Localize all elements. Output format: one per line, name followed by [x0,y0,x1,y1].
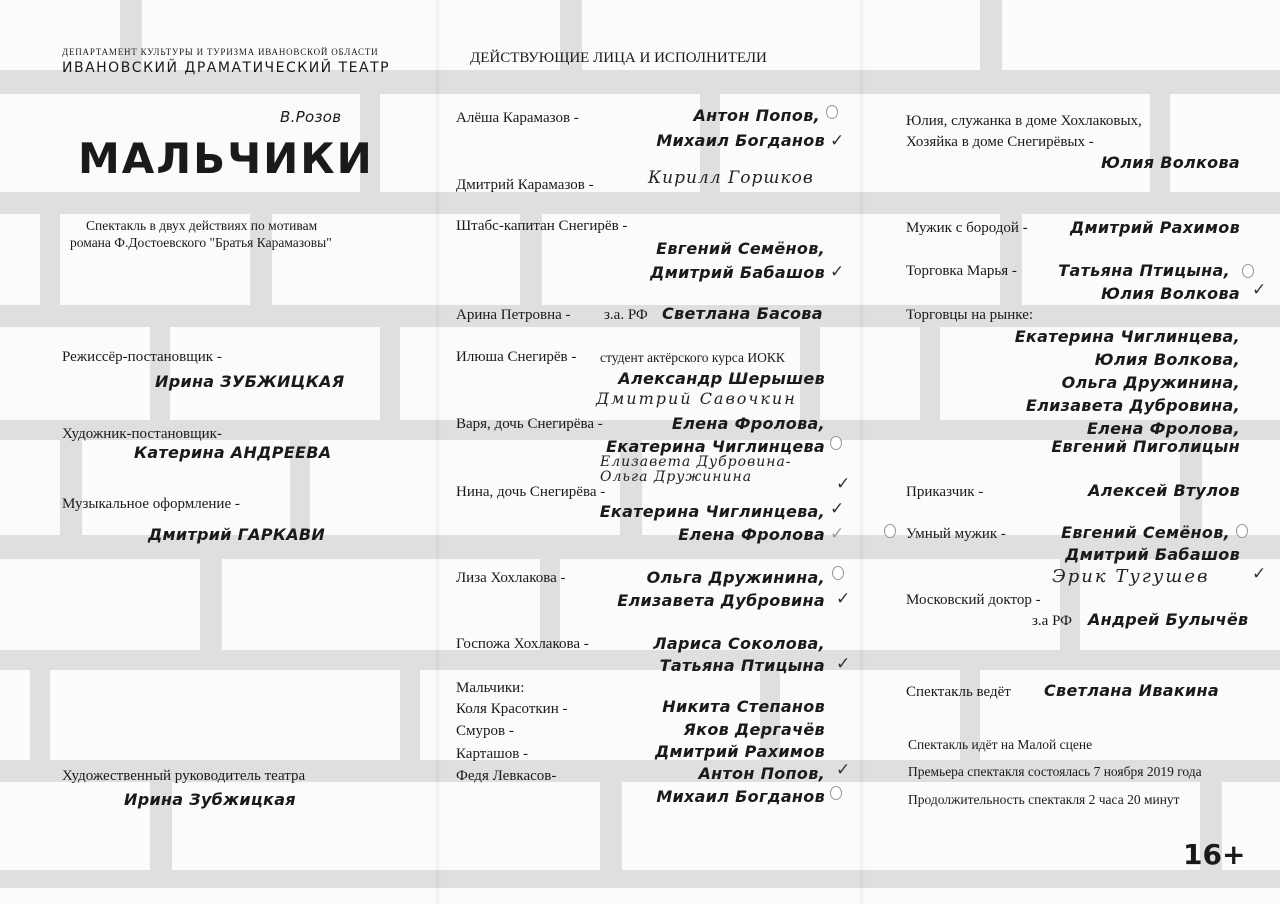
blank-mark [884,524,896,538]
handwritten-varya-1: Елизавета Дубровина- [600,454,792,470]
actor-kartashov: Дмитрий Рахимов [654,742,825,761]
actor-ilyusha: Александр Шерышев [618,369,825,388]
department-name: ДЕПАРТАМЕНТ КУЛЬТУРЫ И ТУРИЗМА ИВАНОВСКОЙ ОБЛАСТИ [62,47,379,57]
role-marya: Торговка Марья - [906,263,1017,279]
note-ilyusha: студент актёрского курса ИОКК [600,350,785,365]
actor-yulia: Юлия Волкова [1101,153,1240,172]
actor-smurov: Яков Дергачёв [683,720,825,739]
role-nina: Нина, дочь Снегирёва - [456,484,606,500]
actor-kolya: Никита Степанов [662,697,825,716]
actor-trader: Елена Фролова, [1086,419,1240,438]
role-traders: Торговцы на рынке: [906,307,1034,323]
role-clerk: Приказчик - [906,484,984,500]
title-doctor: з.а РФ [1032,613,1073,629]
role-kolya: Коля Красоткин - [456,701,568,717]
blank-mark [826,105,838,119]
role-fedya: Федя Левкасов- [456,768,557,784]
artist-role: Художник-постановщик- [62,426,222,442]
check-mark-icon: ✓ [836,474,851,494]
role-arina: Арина Петровна - [456,307,571,323]
actor-liza-2: Елизавета Дубровина [617,591,825,610]
blank-mark [830,436,842,450]
actor-nina-1: Екатерина Чиглинцева, [599,502,825,521]
stage-info: Спектакль идёт на Малой сцене [908,737,1093,752]
art-director-role: Художественный руководитель театра [62,768,306,784]
boys-label: Мальчики: [456,680,525,696]
actor-trader: Юлия Волкова, [1094,350,1240,369]
role-varya: Варя, дочь Снегирёва - [456,416,603,432]
actor-marya-1: Татьяна Птицына, [1058,261,1230,280]
check-mark-icon: ✓ [836,589,851,609]
actor-khokhlakova-1: Лариса Соколова, [653,634,825,653]
actor-clerk: Алексей Втулов [1088,481,1240,500]
play-title: МАЛЬЧИКИ [78,134,374,183]
premiere-info: Премьера спектакля состоялась 7 ноября 2019 года [908,764,1202,779]
handwritten-smart-muzhik: Эрик Тугушев [1052,566,1210,587]
role-snegirev: Штабс-капитан Снегирёв - [456,218,628,234]
cast-heading: ДЕЙСТВУЮЩИЕ ЛИЦА И ИСПОЛНИТЕЛИ [470,50,767,66]
actor-khokhlakova-2: Татьяна Птицына [659,656,825,675]
actor-varya-2: Екатерина Чиглинцева [606,437,825,456]
director-name: Ирина ЗУБЖИЦКАЯ [155,372,345,391]
check-mark-icon: ✓ [830,262,845,282]
check-mark-icon: ✓ [836,760,851,780]
actor-doctor: Андрей Булычёв [1088,610,1249,629]
theatre-name: ИВАНОВСКИЙ ДРАМАТИЧЕСКИЙ ТЕАТР [62,60,391,76]
handwritten-dmitry: Кирилл Горшков [648,168,814,188]
actor-nina-2: Елена Фролова [678,525,825,544]
role-ilyusha: Илюша Снегирёв - [456,349,577,365]
blank-mark [1242,264,1254,278]
role-lead: Спектакль ведёт [906,684,1011,700]
check-mark-icon: ✓ [1252,564,1267,584]
role-smurov: Смуров - [456,723,514,739]
blank-mark [832,566,844,580]
actor-marya-2: Юлия Волкова [1101,284,1240,303]
actor-arina: Светлана Басова [662,304,823,323]
play-description-line-2: романа Ф.Достоевского "Братья Карамазовы" [70,235,332,250]
role-khokhlakova: Госпожа Хохлакова - [456,636,589,652]
actor-fedya-1: Антон Попов, [698,764,825,783]
director-role: Режиссёр-постановщик - [62,349,222,365]
art-director-name: Ирина Зубжицкая [124,790,296,809]
check-mark-icon: ✓ [836,654,851,674]
role-smart-muzhik: Умный мужик - [906,526,1006,542]
role-yulia-line-2: Хозяйка в доме Снегирёвых - [906,134,1094,150]
play-description-line-1: Спектакль в двух действиях по мотивам [86,218,318,233]
actor-varya-1: Елена Фролова, [671,414,825,433]
actor-alyosha-2: Михаил Богданов [656,131,825,150]
music-role: Музыкальное оформление - [62,496,240,512]
actor-snegirev-2: Дмитрий Бабашов [650,263,825,282]
actor-trader: Евгений Пиголицын [1051,437,1240,456]
role-yulia-line-1: Юлия, служанка в доме Хохлаковых, [906,113,1142,129]
role-kartashov: Карташов - [456,746,529,762]
blank-mark [830,786,842,800]
actor-liza-1: Ольга Дружинина, [646,568,825,587]
actor-muzhik: Дмитрий Рахимов [1069,218,1240,237]
actor-fedya-2: Михаил Богданов [656,787,825,806]
actor-trader: Ольга Дружинина, [1061,373,1240,392]
check-mark-icon: ✓ [830,499,845,519]
check-mark-icon: ✓ [830,524,845,544]
actor-trader: Екатерина Чиглинцева, [1014,327,1240,346]
actor-smart-muzhik-2: Дмитрий Бабашов [1065,545,1240,564]
handwritten-ilyusha: Дмитрий Савочкин [596,389,797,408]
artist-name: Катерина АНДРЕЕВА [134,443,332,462]
role-muzhik: Мужик с бородой - [906,220,1028,236]
actor-trader: Елизавета Дубровина, [1025,396,1240,415]
actor-snegirev-1: Евгений Семёнов, [656,239,825,258]
play-author: В.Розов [280,108,342,126]
actor-lead: Светлана Ивакина [1044,681,1219,700]
blank-mark [1236,524,1248,538]
role-dmitry: Дмитрий Карамазов - [456,177,594,193]
fold-line [860,0,866,904]
role-doctor: Московский доктор - [906,592,1041,608]
title-arina: з.а. РФ [604,307,648,323]
fold-line [436,0,442,904]
check-mark-icon: ✓ [1252,280,1267,300]
handwritten-varya-2: Ольга Дружинина [600,469,753,485]
role-liza: Лиза Хохлакова - [456,570,566,586]
actor-smart-muzhik-1: Евгений Семёнов, [1061,523,1230,542]
role-alyosha: Алёша Карамазов - [456,110,579,126]
music-name: Дмитрий ГАРКАВИ [148,525,326,544]
actor-alyosha-1: Антон Попов, [693,106,820,125]
age-rating: 16+ [1183,838,1246,871]
duration-info: Продолжительность спектакля 2 часа 20 минут [908,792,1180,807]
check-mark-icon: ✓ [830,131,845,151]
